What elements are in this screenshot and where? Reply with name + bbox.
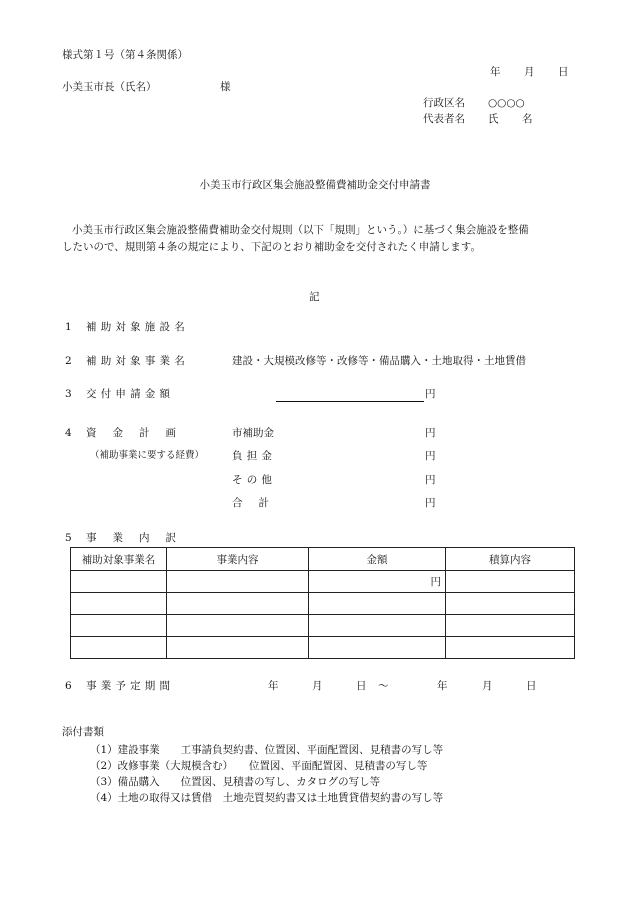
item-3-unit: 円 [425,388,436,400]
period-end-day: 日 [526,680,537,692]
table-cell[interactable] [71,637,167,659]
column-header: 事業内容 [167,548,309,571]
attachment-item: （2）改修事業（大規模含む） 位置図、平面配置図、見積書の写し等 [90,760,428,772]
item-1-number: 1 [65,321,72,333]
table-cell[interactable] [167,615,309,637]
table-row [71,593,575,615]
addressee-honorific: 様 [220,81,231,93]
table-cell[interactable] [446,593,575,615]
period-end-month: 月 [482,680,493,692]
item-3-number: 3 [65,388,72,400]
addressee-name: 小美玉市長（氏名） [62,81,157,93]
item-3-label: 交付申請金額 [86,388,175,400]
table-row [71,571,575,593]
table-row [71,637,575,659]
attachment-item: （1）建設事業 工事請負契約書、位置図、平面配置図、見積書の写し等 [90,744,444,756]
attachments-heading: 添付書類 [62,726,104,738]
date-month: 月 [524,66,535,78]
table-cell[interactable] [446,637,575,659]
table-header-row [71,548,575,571]
body-text-line-2: したいので、規則第４条の規定により、下記のとおり補助金を交付されたく申請します。 [62,241,481,253]
item-6-label: 事業予定期間 [86,680,175,692]
period-start-day: 日 [356,680,367,692]
representative-surname: 氏 [488,113,499,125]
district-value: ○○○○ [488,97,525,109]
item-5-label: 事業内訳 [86,532,192,544]
table-cell[interactable] [71,593,167,615]
table-row [71,615,575,637]
fund-row-unit: 円 [425,450,436,462]
period-separator: ～ [378,680,389,692]
item-1-label: 補助対象施設名 [86,321,189,333]
table-cell[interactable] [167,571,309,593]
item-2-label: 補助対象事業名 [86,355,189,367]
period-start-year: 年 [268,680,279,692]
representative-givenname: 名 [522,113,533,125]
date-year: 年 [490,66,501,78]
fund-row-unit: 円 [425,497,436,509]
item-4-label: 資金計画 [86,427,192,439]
table-cell[interactable] [71,571,167,593]
fund-row-label: 合計 [232,497,285,509]
column-header: 補助対象事業名 [71,548,167,571]
breakdown-table [70,547,575,659]
item-6-number: 6 [65,680,72,692]
fund-row-unit: 円 [425,474,436,486]
period-end-year: 年 [437,680,448,692]
fund-row-unit: 円 [425,427,436,439]
attachment-item: （4）土地の取得又は賃借 土地売買契約書又は土地賃貸借契約書の写し等 [90,792,444,804]
attachment-item: （3）備品購入 位置図、見積書の写し、カタログの写し等 [90,776,381,788]
body-text-line-1: 小美玉市行政区集会施設整備費補助金交付規則（以下「規則」という。）に基づく集会施設を整備 [72,224,529,236]
item-5-number: 5 [65,532,72,544]
form-number: 様式第１号（第４条関係） [62,49,188,61]
table-cell[interactable] [309,615,446,637]
item-4-subnote: （補助事業に要する経費） [90,450,205,461]
district-label: 行政区名 [423,97,465,109]
fund-row-label: 市補助金 [232,427,274,439]
item-4-number: 4 [65,427,72,439]
table-cell[interactable] [446,615,575,637]
table-cell[interactable] [309,637,446,659]
date-day: 日 [558,66,569,78]
item-2-number: 2 [65,355,72,367]
table-cell[interactable] [309,593,446,615]
table-cell[interactable] [71,615,167,637]
table-cell[interactable] [167,637,309,659]
fund-row-label: 負担金 [232,450,277,462]
document-title: 小美玉市行政区集会施設整備費補助金交付申請書 [199,179,431,191]
amount-underline [276,401,424,402]
item-2-value: 建設・大規模改修等・改修等・備品購入・土地取得・土地賃借 [232,355,526,367]
table-cell[interactable] [446,571,575,593]
column-header: 金額 [309,548,446,571]
table-cell-amount[interactable]: 円 [309,571,446,593]
ki-heading: 記 [309,291,320,303]
fund-row-label: その他 [232,474,277,486]
period-start-month: 月 [312,680,323,692]
representative-label: 代表者名 [423,113,465,125]
table-cell[interactable] [167,593,309,615]
column-header: 積算内容 [446,548,575,571]
